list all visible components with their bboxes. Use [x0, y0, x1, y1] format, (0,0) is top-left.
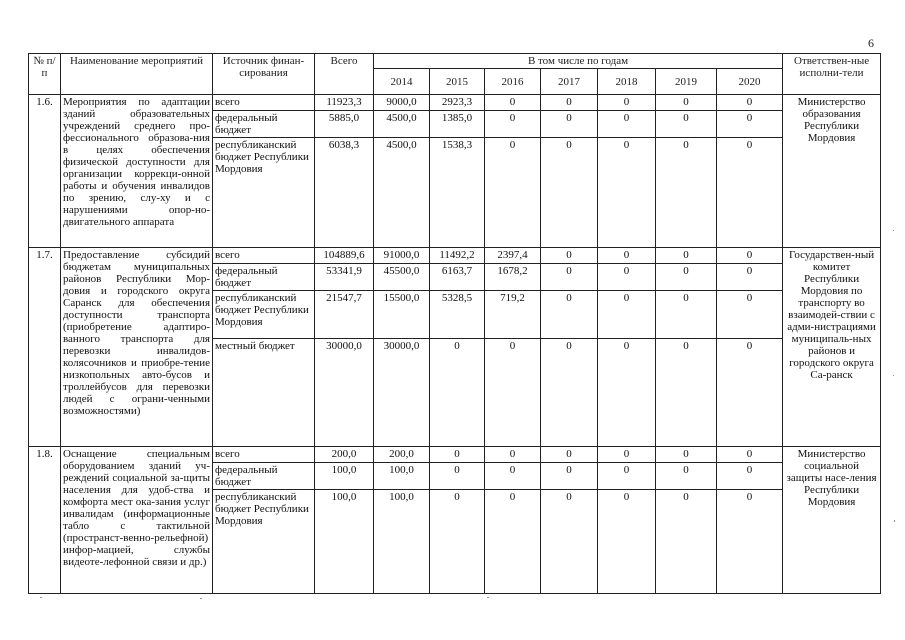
- year-value: 0: [485, 490, 541, 594]
- funding-source: федеральный бюджет: [213, 111, 315, 138]
- responsible-executor: Государствен-ный комитет Республики Мордовия по транспорту во взаимодей-ствии с адми-нистрациями муниципаль-ных районов и городского округа Са-ранск: [783, 248, 881, 447]
- year-value: 0: [717, 248, 783, 264]
- measure-number: 1.6.: [29, 95, 61, 248]
- measure-name: Мероприятия по адаптации зданий образовательных учреждений среднего про-фессионального образова-ния в целях обеспечения физической доступности для организации коррекци-онной работы и обучения инвалидов по зрению, слу-ху и с нарушениями опор-но-двигательного аппарата: [61, 95, 213, 248]
- year-value: 0: [485, 339, 541, 447]
- year-value: 0: [717, 463, 783, 490]
- year-value: 0: [656, 291, 717, 339]
- total-value: 5885,0: [315, 111, 374, 138]
- header-year: 2014: [374, 69, 430, 95]
- responsible-executor: Министерство социальной защиты насе-ления Республики Мордовия: [783, 447, 881, 594]
- year-value: 0: [717, 490, 783, 594]
- year-value: 0: [430, 447, 485, 463]
- year-value: 0: [598, 339, 656, 447]
- year-value: 0: [541, 248, 598, 264]
- year-value: 0: [430, 490, 485, 594]
- year-value: 719,2: [485, 291, 541, 339]
- year-value: 0: [541, 463, 598, 490]
- measure-name: Предоставление субсидий бюджетам муниципальных районов Республики Мор-довия и городского округа Саранск для обеспечения доступности транспорта (приобретение адаптиро-ванного транспорта для перевозки инвалидов-колясочников и приобре-тение низкопольных авто-бусов и троллейбусов для перевозки людей с ограни-ченными возможностями): [61, 248, 213, 447]
- year-value: 0: [717, 264, 783, 291]
- year-value: 0: [541, 291, 598, 339]
- header-total: Всего: [315, 54, 374, 95]
- year-value: 1678,2: [485, 264, 541, 291]
- year-value: 0: [598, 248, 656, 264]
- header-num: № п/п: [29, 54, 61, 95]
- year-value: 11492,2: [430, 248, 485, 264]
- year-value: 0: [541, 447, 598, 463]
- year-value: 0: [598, 111, 656, 138]
- year-value: 0: [656, 264, 717, 291]
- year-value: 0: [717, 291, 783, 339]
- total-value: 6038,3: [315, 138, 374, 248]
- year-value: 0: [485, 95, 541, 111]
- year-value: 30000,0: [374, 339, 430, 447]
- funding-source: местный бюджет: [213, 339, 315, 447]
- year-value: 2397,4: [485, 248, 541, 264]
- header-year: 2015: [430, 69, 485, 95]
- total-value: 200,0: [315, 447, 374, 463]
- header-years-caption: В том числе по годам: [374, 54, 783, 69]
- year-value: 0: [430, 463, 485, 490]
- table-row: [29, 248, 881, 264]
- header-source: Источник финан-сирования: [213, 54, 315, 95]
- measures-table: [28, 53, 881, 594]
- responsible-executor: Министерство образования Республики Мордовия: [783, 95, 881, 248]
- year-value: 0: [541, 339, 598, 447]
- year-value: 0: [656, 248, 717, 264]
- funding-source: всего: [213, 447, 315, 463]
- year-value: 4500,0: [374, 138, 430, 248]
- year-value: 0: [656, 490, 717, 594]
- total-value: 53341,9: [315, 264, 374, 291]
- header-year: 2017: [541, 69, 598, 95]
- year-value: 15500,0: [374, 291, 430, 339]
- total-value: 100,0: [315, 463, 374, 490]
- table-row: [29, 95, 881, 111]
- year-value: 0: [656, 463, 717, 490]
- year-value: 0: [485, 138, 541, 248]
- year-value: 0: [541, 95, 598, 111]
- measure-number: 1.8.: [29, 447, 61, 594]
- year-value: 0: [485, 463, 541, 490]
- year-value: 0: [598, 95, 656, 111]
- funding-source: республиканский бюджет Республики Мордовия: [213, 138, 315, 248]
- funding-source: федеральный бюджет: [213, 463, 315, 490]
- header-responsible: Ответствен-ные исполни-тели: [783, 54, 881, 95]
- year-value: 0: [598, 490, 656, 594]
- year-value: 9000,0: [374, 95, 430, 111]
- header-year: 2016: [485, 69, 541, 95]
- total-value: 30000,0: [315, 339, 374, 447]
- funding-source: республиканский бюджет Республики Мордовия: [213, 490, 315, 594]
- year-value: 6163,7: [430, 264, 485, 291]
- year-value: 0: [485, 111, 541, 138]
- funding-source: всего: [213, 95, 315, 111]
- total-value: 104889,6: [315, 248, 374, 264]
- funding-source: всего: [213, 248, 315, 264]
- year-value: 0: [656, 339, 717, 447]
- year-value: 2923,3: [430, 95, 485, 111]
- year-value: 100,0: [374, 463, 430, 490]
- year-value: 0: [541, 490, 598, 594]
- year-value: 0: [541, 264, 598, 291]
- year-value: 0: [717, 95, 783, 111]
- year-value: 200,0: [374, 447, 430, 463]
- year-value: 0: [598, 463, 656, 490]
- total-value: 21547,7: [315, 291, 374, 339]
- year-value: 0: [598, 264, 656, 291]
- header-year: 2018: [598, 69, 656, 95]
- header-year: 2020: [717, 69, 783, 95]
- total-value: 100,0: [315, 490, 374, 594]
- year-value: 91000,0: [374, 248, 430, 264]
- funding-source: республиканский бюджет Республики Мордовия: [213, 291, 315, 339]
- year-value: 0: [485, 447, 541, 463]
- year-value: 0: [656, 95, 717, 111]
- page-number: 6: [868, 36, 874, 50]
- year-value: 0: [717, 339, 783, 447]
- header-row: [29, 54, 881, 69]
- year-value: 0: [598, 138, 656, 248]
- table-row: [29, 447, 881, 463]
- measure-number: 1.7.: [29, 248, 61, 447]
- year-value: 0: [598, 291, 656, 339]
- year-value: 1385,0: [430, 111, 485, 138]
- year-value: 100,0: [374, 490, 430, 594]
- header-year: 2019: [656, 69, 717, 95]
- header-name: Наименование мероприятий: [61, 54, 213, 95]
- year-value: 4500,0: [374, 111, 430, 138]
- year-value: 0: [541, 111, 598, 138]
- year-value: 0: [598, 447, 656, 463]
- funding-source: федеральный бюджет: [213, 264, 315, 291]
- year-value: 0: [717, 447, 783, 463]
- year-value: 0: [717, 111, 783, 138]
- year-value: 0: [656, 447, 717, 463]
- measure-name: Оснащение специальным оборудованием зданий уч-реждений социальной за-щиты населения для удоб-ства и комфорта мест ока-зания услуг инвалидам (информационные табло с тактильной (пространст-венно-рельефной) инфор-мацией, службы видеоте-лефонной связи и др.): [61, 447, 213, 594]
- year-value: 0: [656, 111, 717, 138]
- year-value: 1538,3: [430, 138, 485, 248]
- year-value: 0: [430, 339, 485, 447]
- total-value: 11923,3: [315, 95, 374, 111]
- year-value: 0: [541, 138, 598, 248]
- year-value: 0: [656, 138, 717, 248]
- year-value: 0: [717, 138, 783, 248]
- year-value: 45500,0: [374, 264, 430, 291]
- year-value: 5328,5: [430, 291, 485, 339]
